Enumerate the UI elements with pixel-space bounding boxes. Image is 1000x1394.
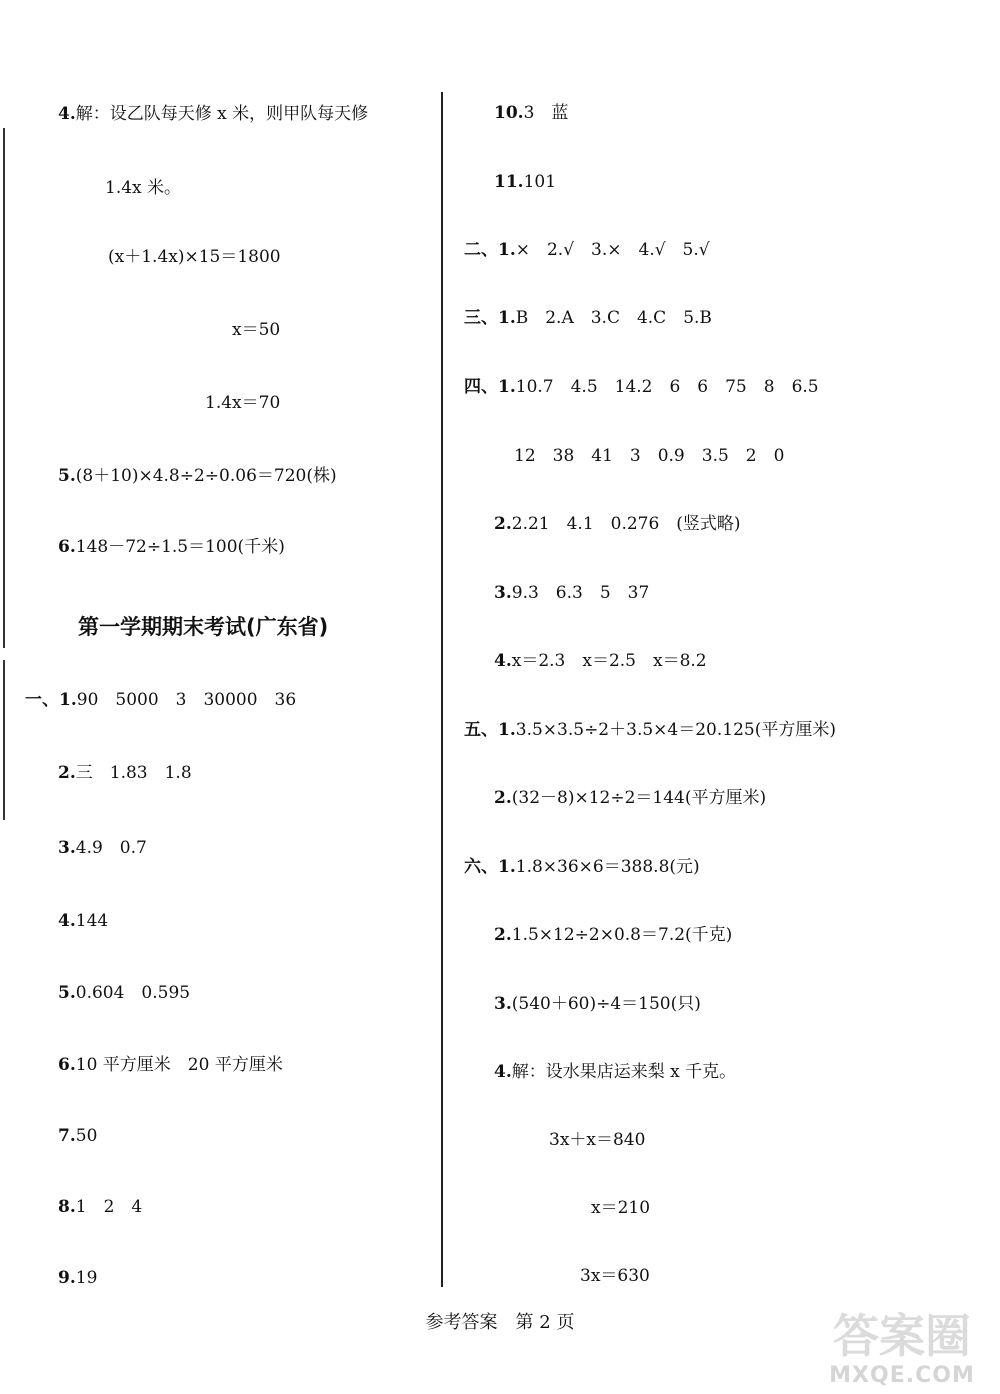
answer-line: 1.4x 米。 xyxy=(105,178,182,198)
answer-line: 一、1.90 5000 3 30000 36 xyxy=(25,690,297,710)
section-heading: 第一学期期末考试(广东省) xyxy=(78,615,329,639)
answer-line: 8.1 2 4 xyxy=(58,1197,143,1217)
answer-line: 六、1.1.8×36×6＝388.8(元) xyxy=(464,857,700,877)
answer-line: (x＋1.4x)×15＝1800 xyxy=(108,247,281,267)
answer-line: 四、1.10.7 4.5 14.2 6 6 75 8 6.5 xyxy=(464,377,819,397)
answer-line: 11.101 xyxy=(494,172,557,192)
watermark-logo: 答案圈 MXQE.COM xyxy=(829,1309,975,1388)
answer-line: 1.4x＝70 xyxy=(205,393,281,413)
column-divider xyxy=(441,92,443,1287)
answer-line: 4.x＝2.3 x＝2.5 x＝8.2 xyxy=(494,651,707,671)
answer-line: 2.(32－8)×12÷2＝144(平方厘米) xyxy=(494,788,767,808)
left-edge-line-lower xyxy=(3,660,5,820)
answer-line: 3.9.3 6.3 5 37 xyxy=(494,583,650,603)
answer-line: 4.解：设水果店运来梨 x 千克。 xyxy=(494,1062,737,1082)
answer-line: 2.三 1.83 1.8 xyxy=(58,763,192,783)
answer-line: 10.3 蓝 xyxy=(494,103,569,123)
page-footer: 参考答案 第 2 页 xyxy=(425,1312,575,1333)
answer-line: 二、1.× 2.√ 3.× 4.√ 5.√ xyxy=(464,240,710,260)
answer-line: 4.解：设乙队每天修 x 米，则甲队每天修 xyxy=(58,104,369,124)
answer-line: 6.148－72÷1.5＝100(千米) xyxy=(58,537,285,557)
answer-line: 4.144 xyxy=(58,911,109,931)
answer-line: 3.4.9 0.7 xyxy=(58,838,147,858)
answer-line: 12 38 41 3 0.9 3.5 2 0 xyxy=(514,446,785,466)
answer-line: 2.1.5×12÷2×0.8＝7.2(千克) xyxy=(494,925,733,945)
answer-line: 3.(540＋60)÷4＝150(只) xyxy=(494,994,701,1014)
answer-line: 五、1.3.5×3.5÷2＋3.5×4＝20.125(平方厘米) xyxy=(464,720,836,740)
left-edge-line xyxy=(3,128,5,648)
answer-line: 2.2.21 4.1 0.276 (竖式略) xyxy=(494,514,741,534)
answer-line: 5.(8＋10)×4.8÷2÷0.06＝720(株) xyxy=(58,466,337,486)
answer-line: 7.50 xyxy=(58,1126,98,1146)
answer-line: 5.0.604 0.595 xyxy=(58,983,191,1003)
answer-line: 6.10 平方厘米 20 平方厘米 xyxy=(58,1055,283,1075)
answer-line: 三、1.B 2.A 3.C 4.C 5.B xyxy=(464,308,712,328)
answer-line: 3x＋x＝840 xyxy=(549,1130,646,1150)
answer-line: 3x＝630 xyxy=(580,1266,650,1286)
answer-line: x＝50 xyxy=(232,320,281,340)
answer-line: x＝210 xyxy=(591,1198,651,1218)
answer-line: 9.19 xyxy=(58,1268,98,1288)
